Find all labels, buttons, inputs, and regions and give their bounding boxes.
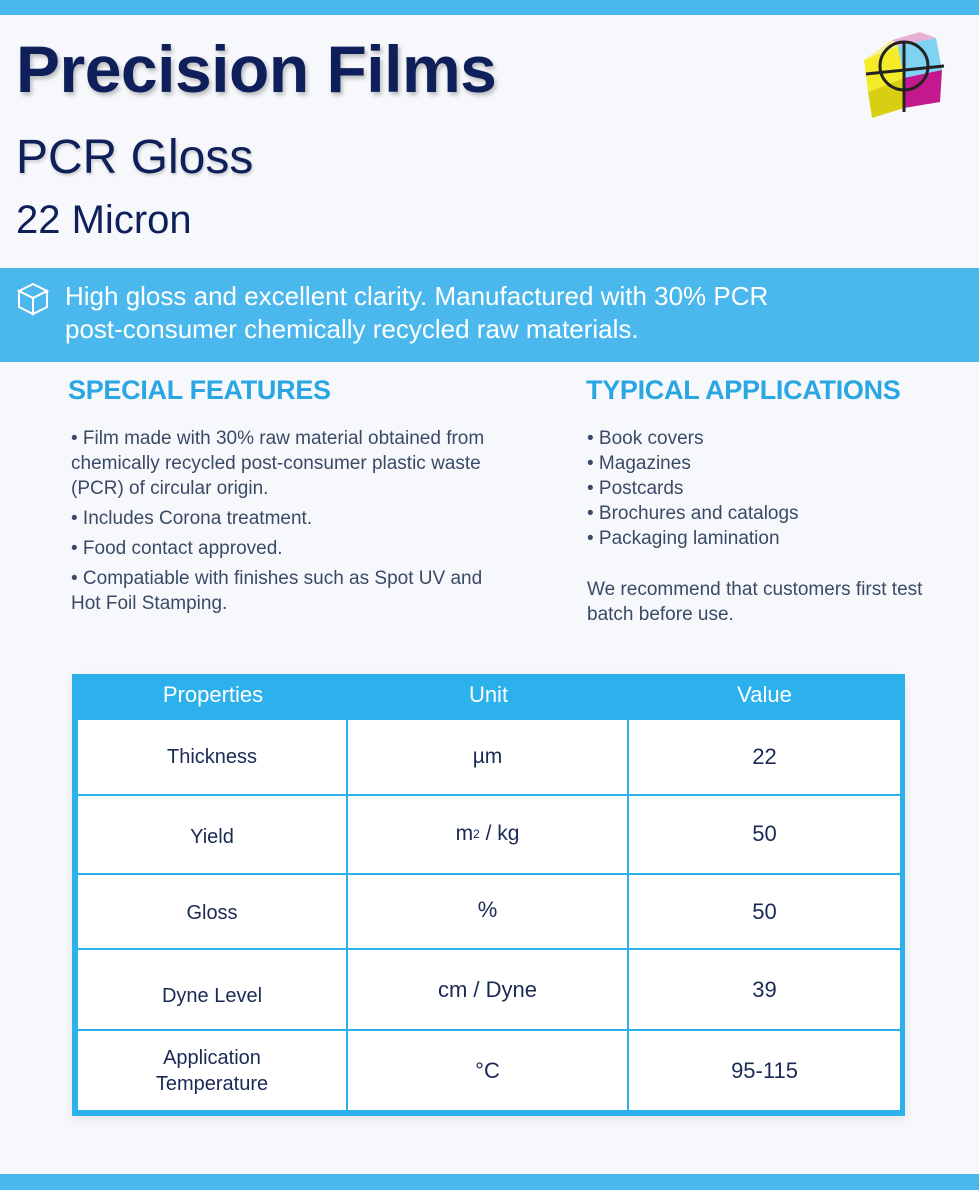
thickness-label: 22 Micron — [16, 198, 192, 242]
property-cell: Thickness — [166, 746, 258, 768]
list-item: • Packaging lamination — [587, 528, 780, 549]
description-line: High gloss and excellent clarity. Manufactured with 30% PCR — [65, 281, 769, 311]
product-description — [65, 280, 945, 346]
value-cell: 50 — [752, 820, 777, 846]
typical-applications-list — [587, 426, 947, 551]
list-item: • Includes Corona treatment. — [71, 508, 313, 529]
header-properties: Properties — [162, 682, 264, 707]
value-cell: 95-115 — [731, 1057, 798, 1083]
list-item: • Film made with 30% raw material obtained from chemically recycled post-consumer plastic waste (PCR) of circular origin. — [71, 428, 485, 499]
list-item: • Postcards — [587, 478, 684, 499]
special-features-heading: SPECIAL FEATURES — [68, 375, 331, 405]
list-item: • Compatiable with finishes such as Spot UV and Hot Foil Stamping. — [71, 568, 483, 614]
list-item: • Food contact approved. — [71, 538, 283, 559]
unit-cell — [348, 796, 627, 871]
special-features-list — [71, 426, 491, 621]
properties-table — [72, 674, 905, 1116]
table-body — [78, 720, 900, 1110]
typical-applications-heading: TYPICAL APPLICATIONS — [586, 375, 901, 405]
value-cell: 22 — [752, 744, 777, 769]
bottom-accent-bar — [0, 1174, 979, 1190]
value-cell: 39 — [752, 976, 777, 1002]
recommendation-note: We recommend that customers first test batch before use. — [587, 579, 923, 625]
product-name: PCR Gloss — [16, 131, 254, 184]
header-unit: Unit — [468, 682, 509, 707]
unit-subscript: 2 — [473, 826, 480, 841]
property-cell: Yield — [190, 825, 234, 848]
description-line: post-consumer chemically recycled raw materials. — [65, 314, 639, 344]
table-header — [72, 674, 905, 720]
value-cell: 50 — [752, 898, 777, 924]
unit-cell: % — [477, 896, 498, 922]
unit-cell: °C — [475, 1057, 500, 1083]
cube-logo-icon — [858, 30, 950, 122]
list-item: • Book covers — [587, 428, 704, 449]
property-cell: Application Temperature — [155, 1046, 269, 1095]
unit-tail: / kg — [479, 821, 520, 845]
cube-outline-icon — [17, 282, 49, 316]
list-item: • Magazines — [587, 453, 691, 474]
unit-cell: cm / Dyne — [437, 976, 538, 1002]
property-cell: Dyne Level — [161, 984, 263, 1007]
property-cell: Gloss — [186, 901, 238, 924]
unit-main: m — [455, 821, 474, 845]
brand-title: Precision Films — [16, 32, 497, 106]
top-accent-bar — [0, 0, 979, 15]
header-value: Value — [737, 682, 792, 707]
unit-cell: µm — [472, 745, 503, 768]
list-item: • Brochures and catalogs — [587, 503, 799, 524]
